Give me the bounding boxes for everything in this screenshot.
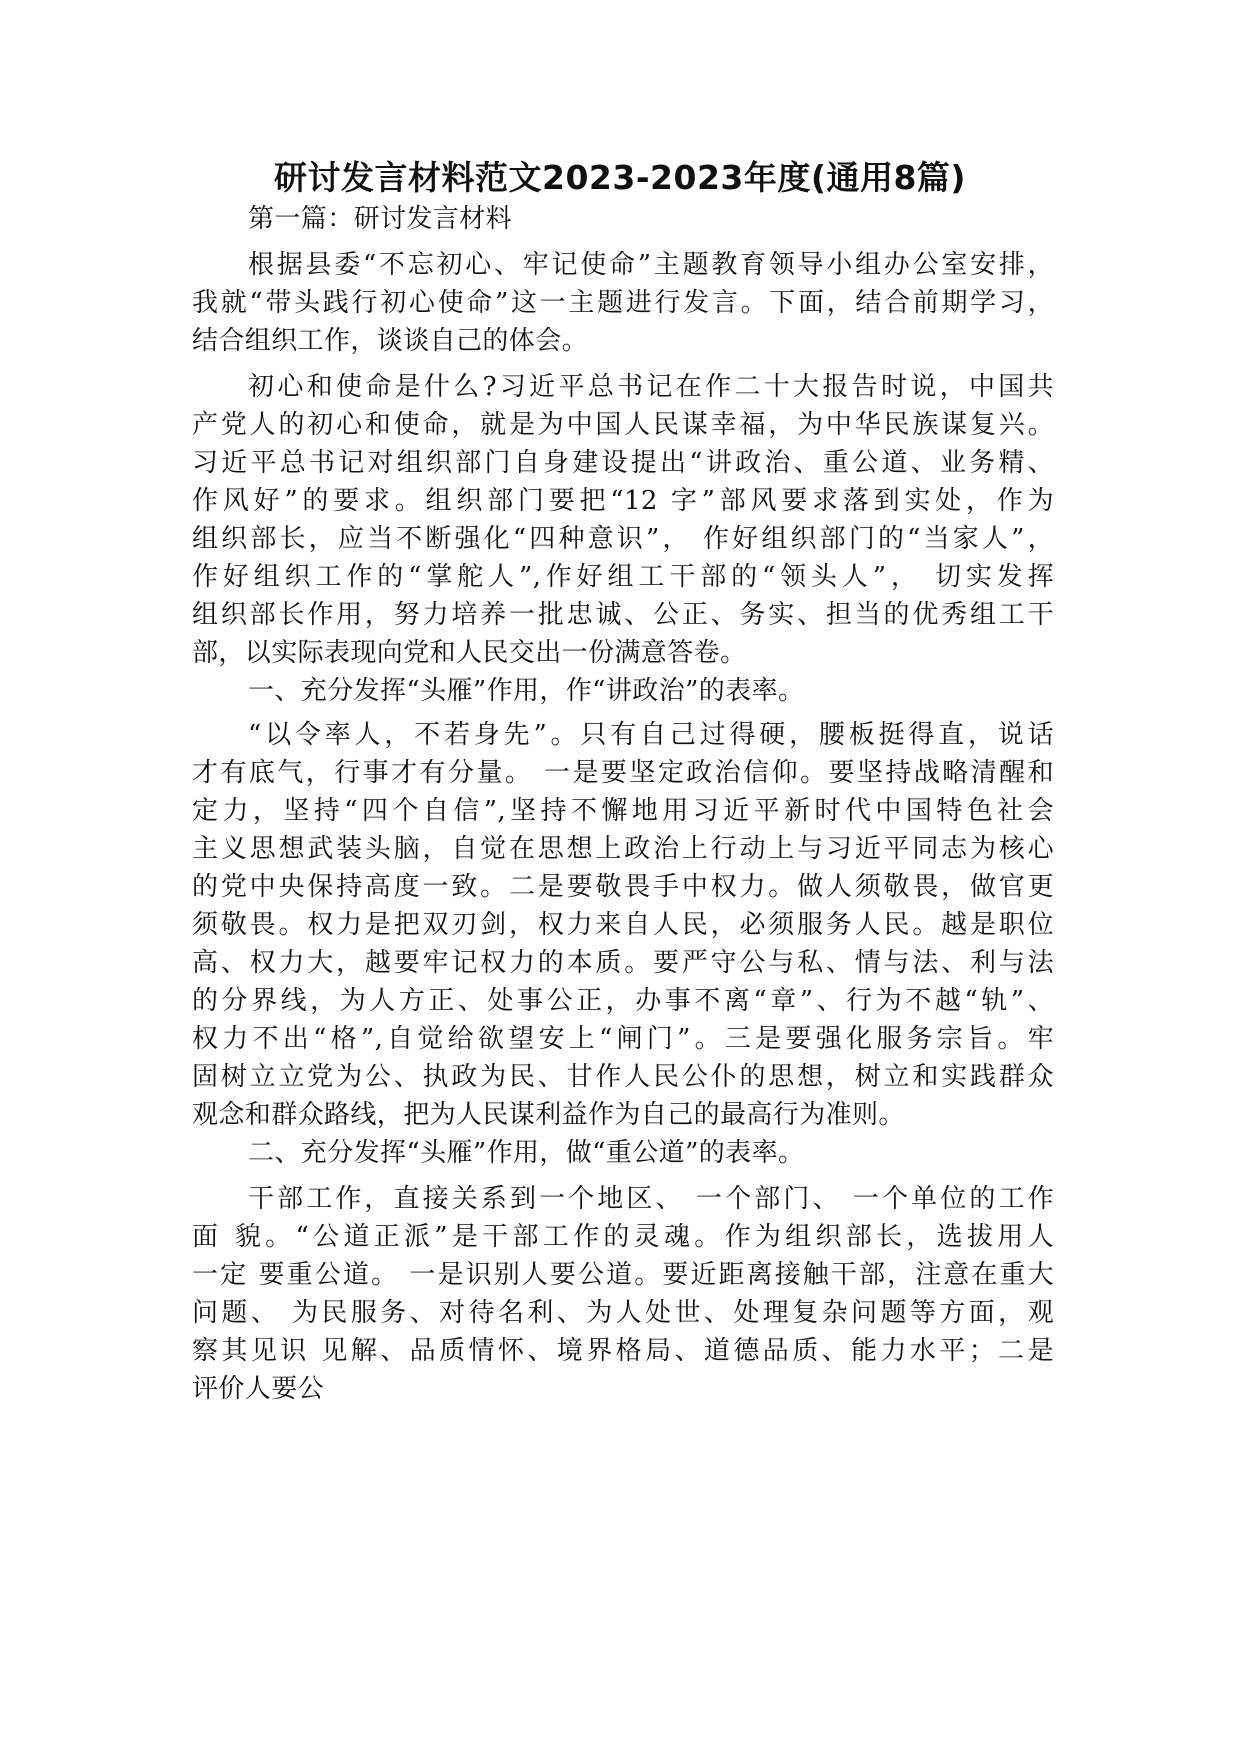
text-line: 察其见识 见解、品质情怀、境界格局、道德品质、能力水平；二是 [192,1336,1054,1366]
text-line: 评价人要公 [192,1374,325,1404]
text-line: 作风好”的要求。组织部门要把“12 字”部风要求落到实处，作为 [192,486,1054,516]
text-line: 部，以实际表现向党和人民交出一份满意答卷。 [192,638,747,668]
text-line: 才有底气，行事才有分量。 一是要坚定政治信仰。要坚持战略清醒和 [192,758,1054,788]
text-line: 组织部长，应当不断强化“四种意识”， 作好组织部门的“当家人”， [192,524,1054,554]
paragraph-4 [192,1180,1054,1408]
text-line: 高、权力大，越要牢记权力的本质。要严守公与私、情与法、利与法 [192,948,1054,978]
text-line: 结合组织工作，谈谈自己的体会。 [192,326,589,356]
text-line: 须敬畏。权力是把双刃剑，权力来自人民，必须服务人民。越是职位 [192,910,1054,940]
text-line: 初心和使命是什么?习近平总书记在作二十大报告时说，中国共 [248,372,1054,402]
text-line: 组织部长作用，努力培养一批忠诚、公正、务实、担当的优秀组工干 [192,600,1054,630]
text-line: 一定 要重公道。 一是识别人要公道。要近距离接触干部，注意在重大 [192,1260,1054,1290]
text-line: 的分界线，为人方正、处事公正，办事不离“章”、行为不越“轨”、 [192,986,1054,1016]
document-title: 研讨发言材料范文2023-2023年度(通用8篇) [273,158,966,197]
text-line: 权力不出“格”,自觉给欲望安上“闸门”。三是要强化服务宗旨。牢 [192,1024,1054,1054]
text-line: 问题、 为民服务、对待名利、为人处世、处理复杂问题等方面，观 [192,1298,1054,1328]
text-line: 主义思想武装头脑，自觉在思想上政治上行动上与习近平同志为核心 [192,834,1054,864]
text-line: 我就“带头践行初心使命”这一主题进行发言。下面，结合前期学习， [192,288,1054,318]
text-line: 习近平总书记对组织部门自身建设提出“讲政治、重公道、业务精、 [192,448,1054,478]
text-line: 产党人的初心和使命，就是为中国人民谋幸福，为中华民族谋复兴。 [192,410,1054,440]
section-heading-2: 二、充分发挥“头雁”作用，做“重公道”的表率。 [248,1138,805,1168]
document-body [192,200,1054,1408]
text-line: 干部工作，直接关系到一个地区、 一个部门、 一个单位的工作 [248,1184,1054,1214]
paragraph-3 [192,716,1054,1134]
text-line: 固树立立党为公、执政为民、甘作人民公仆的思想，树立和实践群众 [192,1062,1054,1092]
section-heading-1: 一、充分发挥“头雁”作用，作“讲政治”的表率。 [248,676,805,706]
text-line: “以令率人，不若身先”。只有自己过得硬，腰板挺得直，说话 [248,720,1054,750]
text-line: 根据县委“不忘初心、牢记使命”主题教育领导小组办公室安排， [248,250,1054,280]
paragraph-1 [192,246,1054,360]
text-line: 的党中央保持高度一致。二是要敬畏手中权力。做人须敬畏，做官更 [192,872,1054,902]
paragraph-2 [192,368,1054,672]
text-line: 作好组织工作的“掌舵人”,作好组工干部的“领头人”， 切实发挥 [192,562,1054,592]
text-line: 面 貌。“公道正派”是干部工作的灵魂。作为组织部长，选拔用人 [192,1222,1054,1252]
section-label: 第一篇：研讨发言材料 [248,204,513,234]
text-line: 定力，坚持“四个自信”,坚持不懈地用习近平新时代中国特色社会 [192,796,1054,826]
text-line: 观念和群众路线，把为人民谋利益作为自己的最高行为准则。 [192,1100,905,1130]
